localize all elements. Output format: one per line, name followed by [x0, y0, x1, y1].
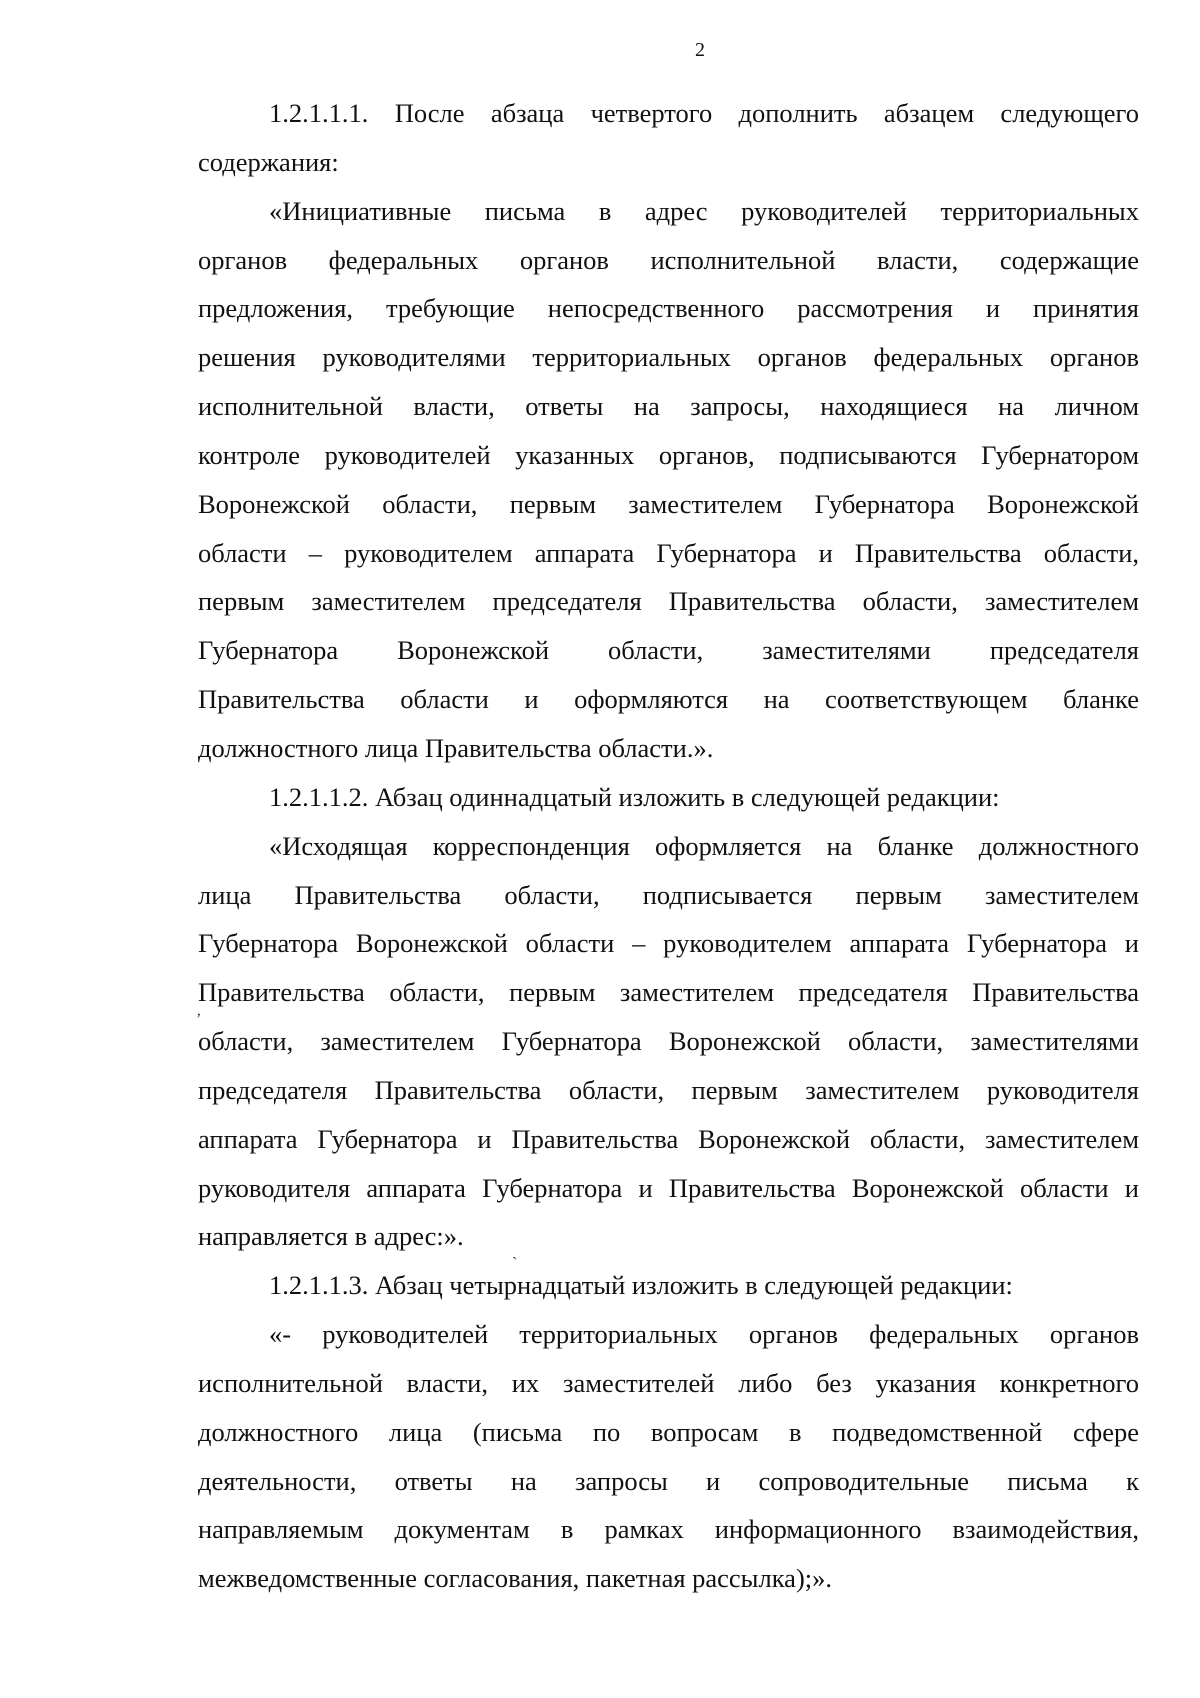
text-line: лица Правительства области, подписывается первым заместителем — [198, 879, 1139, 910]
paragraph-1-2-1-1-3 — [198, 1261, 1139, 1310]
scan-mark-grave: ` — [512, 1255, 518, 1272]
text-line: области – руководителем аппарата Губернатора и Правительства области, — [198, 537, 1139, 568]
text-line: межведомственные согласования, пакетная рассылка);». — [198, 1563, 833, 1594]
document-body — [198, 89, 1139, 1603]
text-line: руководителя аппарата Губернатора и Правительства Воронежской области и — [198, 1172, 1139, 1203]
text-line: деятельности, ответы на запросы и сопроводительные письма к — [198, 1465, 1139, 1496]
text-line: исполнительной власти, их заместителей либо без указания конкретного — [198, 1367, 1139, 1398]
text-line: аппарата Губернатора и Правительства Воронежской области, заместителем — [198, 1123, 1139, 1154]
text-line: Губернатора Воронежской области, заместителями председателя — [198, 635, 1139, 666]
paragraph-1-2-1-1-1 — [198, 89, 1139, 187]
quoted-paragraph-outgoing-correspondence — [198, 822, 1139, 1262]
text-line: решения руководителями территориальных органов федеральных органов — [198, 342, 1139, 373]
text-line: Губернатора Воронежской области – руководителем аппарата Губернатора и — [198, 928, 1139, 959]
scan-mark-apostrophe: ʼ — [196, 1011, 202, 1028]
text-line: председателя Правительства области, первым заместителем руководителя — [198, 1074, 1139, 1105]
text-line: «Исходящая корреспонденция оформляется на бланке должностного — [269, 830, 1139, 861]
quoted-paragraph-initiative-letters — [198, 187, 1139, 773]
text-line: контроле руководителей указанных органов, подписываются Губернатором — [198, 439, 1139, 470]
quoted-paragraph-recipients — [198, 1310, 1139, 1603]
text-line: направляемым документам в рамках информационного взаимодействия, — [198, 1514, 1139, 1545]
text-line: направляется в адрес:». — [198, 1221, 464, 1252]
text-line: органов федеральных органов исполнительной власти, содержащие — [198, 244, 1139, 275]
text-line: должностного лица (письма по вопросам в подведомственной сфере — [198, 1416, 1139, 1447]
text-line: должностного лица Правительства области.». — [198, 732, 714, 763]
paragraph-1-2-1-1-2 — [198, 773, 1139, 822]
page-number: 2 — [695, 39, 705, 61]
text-line: первым заместителем председателя Правительства области, заместителем — [198, 586, 1139, 617]
text-line: содержания: — [198, 146, 339, 177]
text-line: Правительства области и оформляются на соответствующем бланке — [198, 684, 1139, 715]
text-line: 1.2.1.1.2. Абзац одиннадцатый изложить в следующей редакции: — [269, 781, 1000, 812]
text-line: исполнительной власти, ответы на запросы, находящиеся на личном — [198, 391, 1139, 422]
text-line: предложения, требующие непосредственного рассмотрения и принятия — [198, 293, 1139, 324]
text-line: 1.2.1.1.1. После абзаца четвертого дополнить абзацем следующего — [269, 98, 1139, 128]
text-line: «Инициативные письма в адрес руководителей территориальных — [269, 195, 1139, 226]
text-line: «- руководителей территориальных органов федеральных органов — [269, 1319, 1139, 1350]
text-line: Правительства области, первым заместителем председателя Правительства — [198, 977, 1139, 1008]
text-line: области, заместителем Губернатора Воронежской области, заместителями — [198, 1026, 1139, 1057]
text-line: 1.2.1.1.3. Абзац четырнадцатый изложить в следующей редакции: — [269, 1270, 1013, 1301]
text-line: Воронежской области, первым заместителем Губернатора Воронежской — [198, 488, 1139, 519]
